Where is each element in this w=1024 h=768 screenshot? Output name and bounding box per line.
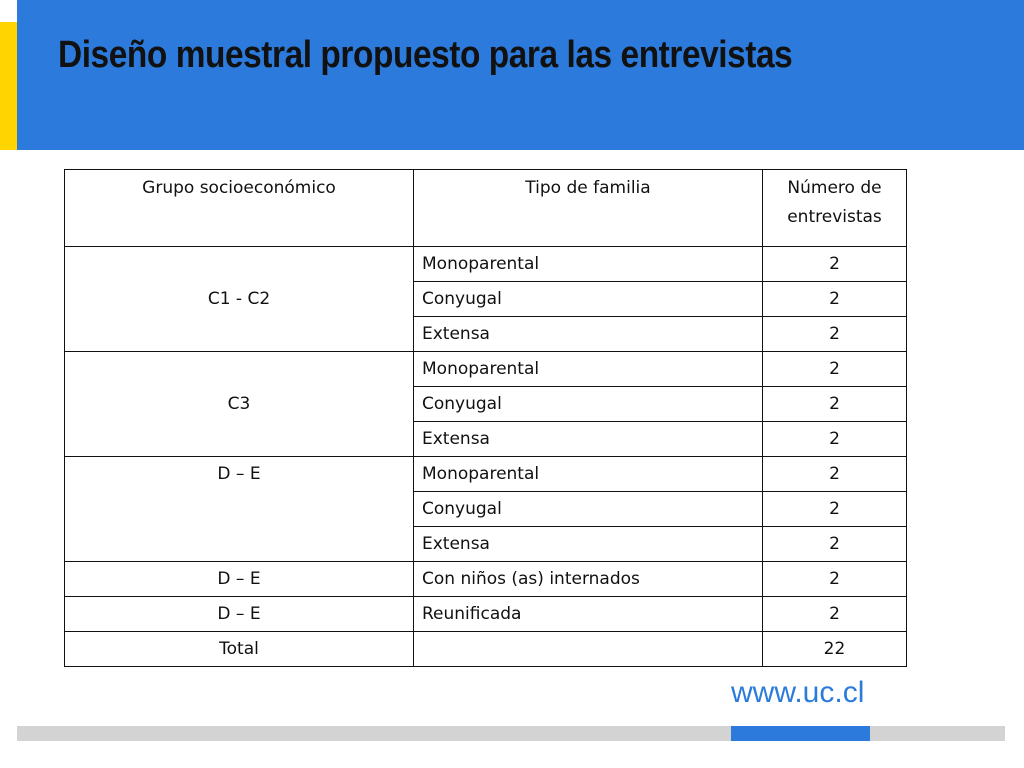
family-cell: Monoparental: [414, 247, 763, 282]
family-cell: Conyugal: [414, 387, 763, 422]
group-cell: C1 - C2: [65, 247, 414, 352]
count-cell: 2: [763, 282, 907, 317]
family-cell: Extensa: [414, 527, 763, 562]
count-cell: 2: [763, 422, 907, 457]
family-cell: Monoparental: [414, 457, 763, 492]
total-family-cell: [414, 632, 763, 667]
header-group: Grupo socioeconómico: [65, 170, 414, 247]
accent-bar: [0, 22, 17, 150]
group-cell: C3: [65, 352, 414, 457]
header-count: Número de entrevistas: [763, 170, 907, 247]
group-cell: D – E: [65, 457, 414, 562]
count-cell: 2: [763, 492, 907, 527]
count-cell: 2: [763, 597, 907, 632]
total-row: [65, 632, 907, 667]
slide-title: Diseño muestral propuesto para las entrevistas: [58, 34, 793, 76]
group-cell: D – E: [65, 597, 414, 632]
header-family: Tipo de familia: [414, 170, 763, 247]
table-row: [65, 247, 907, 282]
family-cell: Con niños (as) internados: [414, 562, 763, 597]
family-cell: Conyugal: [414, 492, 763, 527]
count-cell: 2: [763, 457, 907, 492]
count-cell: 2: [763, 352, 907, 387]
count-cell: 2: [763, 387, 907, 422]
group-cell: D – E: [65, 562, 414, 597]
table-row: [65, 352, 907, 387]
footer-url-logo: www.uc.cl: [731, 676, 865, 709]
total-count: 22: [763, 632, 907, 667]
count-cell: 2: [763, 247, 907, 282]
sample-design-table: [64, 169, 907, 667]
count-cell: 2: [763, 562, 907, 597]
table-row: [65, 457, 907, 492]
count-cell: 2: [763, 317, 907, 352]
family-cell: Extensa: [414, 422, 763, 457]
count-cell: 2: [763, 527, 907, 562]
table-row: [65, 597, 907, 632]
table-header-row: [65, 170, 907, 247]
footer-bar-accent: [731, 726, 870, 741]
table-row: [65, 562, 907, 597]
family-cell: Reunificada: [414, 597, 763, 632]
family-cell: Extensa: [414, 317, 763, 352]
total-label: Total: [65, 632, 414, 667]
family-cell: Conyugal: [414, 282, 763, 317]
family-cell: Monoparental: [414, 352, 763, 387]
